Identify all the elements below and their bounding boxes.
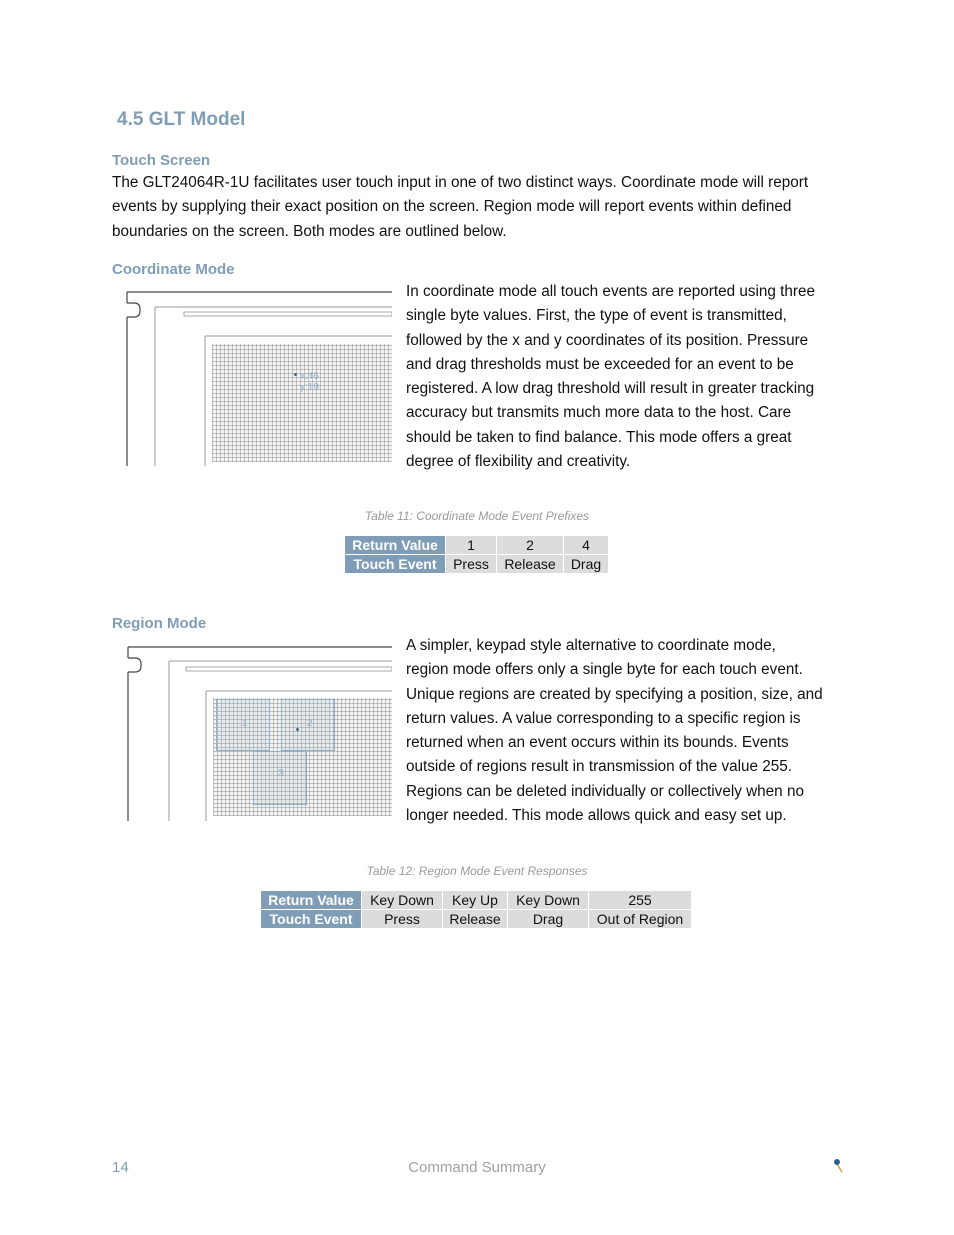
touch-coordinate-label: [300, 371, 319, 393]
table-row: [261, 891, 692, 910]
paragraph-line: followed by the x and y coordinates of its position. Pressure: [406, 331, 809, 349]
touch-point-marker: [294, 373, 297, 376]
coordinate-mode-heading: Coordinate Mode: [112, 261, 235, 278]
paragraph-line: degree of flexibility and creativity.: [406, 453, 631, 471]
table-cell: Drag: [508, 910, 589, 929]
table-cell: Key Up: [443, 891, 508, 910]
paragraph-line: events by supplying their exact position on the screen. Region mode will report events within defined: [112, 198, 792, 216]
y-coordinate-label: y:19: [300, 382, 319, 393]
paragraph-line: and drag thresholds must be exceeded for an event to be: [406, 355, 794, 373]
region-response-table: [260, 890, 692, 929]
touch-screen-paragraph: [112, 171, 852, 244]
table-cell: Release: [497, 555, 564, 574]
table-row: [345, 536, 609, 555]
row-header: Return Value: [345, 536, 446, 555]
table-cell: 1: [446, 536, 497, 555]
table-cell: Release: [443, 910, 508, 929]
table-row: [345, 555, 609, 574]
table-12-caption: Table 12: Region Mode Event Responses: [366, 864, 588, 878]
table-row: [261, 910, 692, 929]
table-cell: 4: [564, 536, 609, 555]
touch-screen-heading: Touch Screen: [112, 152, 211, 169]
x-coordinate-label: x:46: [300, 371, 319, 382]
region-label: 2: [307, 718, 313, 729]
table-cell: Drag: [564, 555, 609, 574]
touch-grid: [212, 344, 392, 462]
table-11-caption: Table 11: Coordinate Mode Event Prefixes: [364, 509, 590, 523]
region-label: 3: [278, 768, 284, 779]
paragraph-line: accuracy but transmits much more data to the host. Care: [406, 404, 792, 422]
coordinate-mode-figure: [126, 291, 392, 467]
paragraph-line: The GLT24064R-1U facilitates user touch input in one of two distinct ways. Coordinate mode will report: [112, 174, 809, 191]
paragraph-line: boundaries on the screen. Both modes are outlined below.: [112, 222, 507, 240]
paragraph-line: returned when an event occurs within its bounds. Events: [406, 734, 789, 752]
touch-point-marker: [296, 728, 299, 731]
paragraph-line: Regions can be deleted individually or collectively when no: [406, 782, 804, 800]
paragraph-line: region mode offers only a single byte for each touch event.: [406, 661, 803, 679]
paragraph-line: In coordinate mode all touch events are reported using three: [406, 283, 816, 300]
paragraph-line: should be taken to find balance. This mode offers a great: [406, 428, 792, 446]
page-number: 14: [112, 1159, 129, 1176]
paragraph-line: registered. A low drag threshold will result in greater tracking: [406, 380, 815, 398]
region-mode-figure: [127, 646, 392, 822]
region-mode-heading: Region Mode: [112, 615, 207, 632]
table-cell: 2: [497, 536, 564, 555]
region-label: 1: [242, 718, 248, 729]
pin-logo-icon: [832, 1156, 846, 1174]
paragraph-line: return values. A value corresponding to a specific region is: [406, 709, 801, 727]
row-header: Touch Event: [261, 910, 362, 929]
paragraph-line: single byte values. First, the type of event is transmitted,: [406, 307, 787, 325]
table-cell: Press: [446, 555, 497, 574]
paragraph-line: A simpler, keypad style alternative to coordinate mode,: [406, 637, 776, 654]
table-cell: 255: [589, 891, 692, 910]
table-cell: Key Down: [362, 891, 443, 910]
row-header: Touch Event: [345, 555, 446, 574]
paragraph-line: outside of regions result in transmission of the value 255.: [406, 758, 793, 776]
table-cell: Out of Region: [589, 910, 692, 929]
table-cell: Key Down: [508, 891, 589, 910]
section-title: 4.5 GLT Model: [117, 109, 246, 130]
footer-section-title: Command Summary: [408, 1159, 546, 1176]
table-cell: Press: [362, 910, 443, 929]
paragraph-line: Unique regions are created by specifying a position, size, and: [406, 685, 823, 703]
region-mode-paragraph: [406, 634, 846, 828]
coordinate-prefix-table: [344, 535, 609, 574]
row-header: Return Value: [261, 891, 362, 910]
paragraph-line: longer needed. This mode allows quick and easy set up.: [406, 807, 787, 825]
coordinate-mode-paragraph: [406, 280, 846, 474]
